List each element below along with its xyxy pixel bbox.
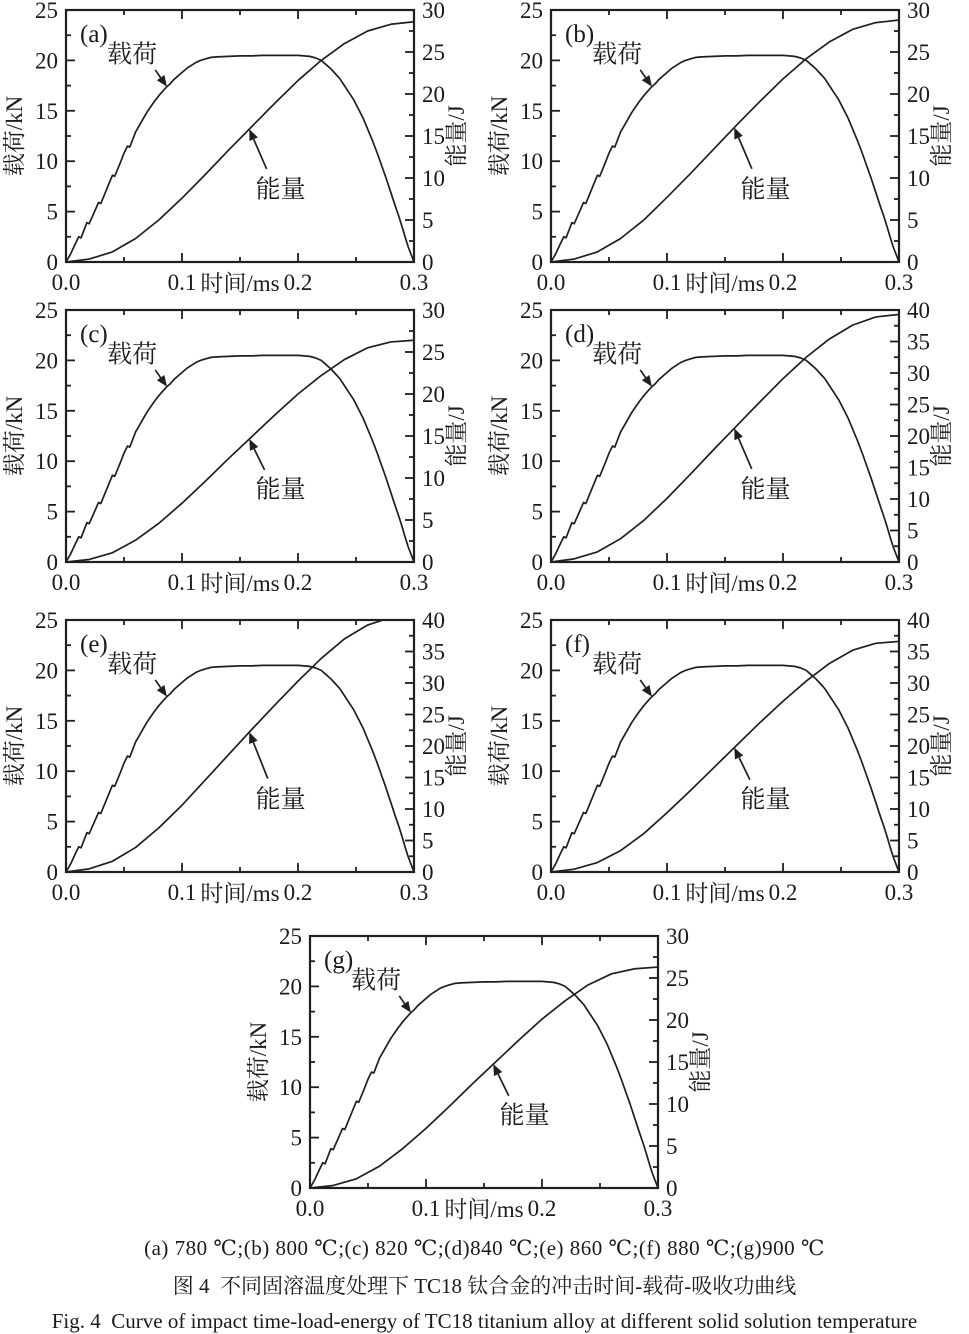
x-axis-title: 时间/ms (444, 1197, 524, 1222)
right-tick-label: 10 (422, 166, 445, 191)
x-tick-label: 0.0 (295, 1196, 325, 1221)
energy-series-label: 能量 (255, 176, 306, 204)
load-curve (66, 355, 414, 562)
load-arrow-line (399, 996, 404, 1004)
left-tick-label: 15 (520, 98, 543, 124)
right-tick-label: 15 (907, 455, 930, 481)
right-tick-label: 35 (422, 639, 445, 665)
left-axis-title: 载荷/kN (487, 395, 512, 477)
right-tick-label: 35 (907, 329, 930, 355)
energy-arrow-head (249, 732, 258, 744)
x-tick-label: 0.2 (768, 570, 798, 595)
right-tick-label: 30 (422, 671, 445, 696)
annotations (592, 340, 790, 503)
right-tick-label: 5 (666, 1134, 678, 1159)
right-tick-label: 0 (666, 1176, 678, 1201)
panel-label: (c) (80, 321, 108, 348)
x-tick-label: 0.3 (884, 880, 914, 905)
left-tick-label: 0 (46, 250, 58, 275)
left-axis-title: 载荷/kN (487, 705, 512, 787)
left-tick-label: 5 (46, 499, 58, 525)
left-tick-label: 20 (279, 974, 302, 1000)
left-tick-label: 20 (35, 658, 58, 684)
left-tick-label: 10 (279, 1075, 302, 1101)
x-axis-title: 时间/ms (200, 271, 280, 296)
left-tick-label: 10 (520, 759, 543, 785)
x-tick-label: 0.0 (536, 270, 566, 295)
right-tick-label: 10 (422, 466, 445, 491)
right-tick-label: 0 (907, 250, 919, 275)
energy-arrow-line (739, 138, 752, 169)
left-tick-label: 10 (520, 449, 543, 475)
load-arrow-line (155, 680, 160, 688)
right-axis-title: 能量/J (929, 715, 954, 777)
energy-series-label: 能量 (255, 476, 306, 504)
left-tick-label: 5 (531, 199, 543, 225)
right-tick-label: 10 (907, 797, 930, 822)
x-tick-label: 0.0 (51, 880, 81, 905)
right-tick-label: 40 (907, 608, 930, 633)
left-tick-label: 25 (35, 300, 58, 323)
caption-title-english: Fig. 4 Curve of impact time-load-energy of TC18 titanium alloy at different solid solution temperature (51, 1309, 918, 1333)
left-tick-label: 0 (46, 550, 58, 575)
right-axis-title: 能量/J (688, 1031, 713, 1093)
energy-series-label: 能量 (255, 786, 306, 814)
energy-series-label: 能量 (740, 476, 791, 504)
right-axis-title: 能量/J (444, 105, 469, 167)
left-tick-label: 20 (35, 348, 58, 374)
x-tick-label: 0.2 (768, 270, 798, 295)
right-tick-label: 25 (907, 392, 930, 418)
left-axis-title: 载荷/kN (2, 705, 27, 787)
right-tick-label: 40 (907, 300, 930, 323)
left-tick-label: 20 (35, 48, 58, 74)
left-tick-label: 25 (520, 608, 543, 633)
left-tick-label: 20 (520, 348, 543, 374)
energy-arrow-head (734, 128, 743, 140)
right-tick-label: 25 (422, 40, 445, 65)
x-tick-label: 0.1 (652, 270, 682, 295)
energy-series-label: 能量 (740, 176, 791, 204)
left-tick-label: 10 (520, 149, 543, 175)
x-tick-label: 0.3 (399, 570, 429, 595)
left-tick-label: 10 (35, 759, 58, 785)
energy-arrow-line (253, 742, 267, 778)
left-tick-label: 10 (35, 449, 58, 475)
right-tick-label: 20 (422, 382, 445, 407)
load-arrow-line (640, 680, 645, 688)
right-tick-label: 35 (907, 639, 930, 665)
annotations (107, 650, 305, 813)
subplot-e-svg (0, 600, 484, 910)
left-tick-label: 25 (35, 0, 58, 23)
right-tick-label: 5 (422, 508, 434, 533)
annotations (107, 40, 305, 203)
load-series-label: 载荷 (592, 341, 643, 369)
subplot-d (485, 300, 969, 600)
x-axis-title: 时间/ms (685, 881, 765, 906)
x-tick-label: 0.1 (167, 880, 197, 905)
load-arrow-line (640, 370, 645, 378)
panel-label: (b) (565, 21, 595, 48)
right-tick-label: 20 (907, 82, 930, 107)
right-tick-label: 15 (907, 765, 930, 791)
right-tick-label: 5 (907, 518, 919, 544)
figure-captions (0, 1236, 969, 1334)
left-tick-label: 25 (520, 300, 543, 323)
right-tick-label: 10 (907, 487, 930, 512)
x-axis-title: 时间/ms (200, 881, 280, 906)
right-tick-label: 30 (422, 300, 445, 323)
right-axis-title: 能量/J (929, 405, 954, 467)
energy-series-label: 能量 (499, 1102, 550, 1130)
subplot-b (485, 0, 969, 300)
x-axis-title: 时间/ms (200, 571, 280, 596)
right-tick-label: 10 (907, 166, 930, 191)
left-tick-label: 0 (531, 250, 543, 275)
left-tick-label: 15 (35, 708, 58, 734)
load-series-label: 载荷 (107, 41, 158, 69)
left-tick-label: 20 (520, 658, 543, 684)
energy-arrow-line (254, 139, 267, 169)
subplot-c (0, 300, 484, 600)
x-tick-label: 0.2 (768, 880, 798, 905)
panel-label: (d) (565, 321, 595, 348)
right-tick-label: 30 (666, 924, 689, 949)
right-tick-label: 15 (422, 424, 445, 449)
left-tick-label: 5 (290, 1125, 302, 1151)
subplot-c-svg (0, 300, 484, 600)
right-tick-label: 25 (907, 40, 930, 65)
right-tick-label: 15 (666, 1050, 689, 1075)
right-tick-label: 20 (422, 734, 445, 759)
curves (66, 340, 414, 562)
left-tick-label: 15 (35, 398, 58, 424)
right-tick-label: 0 (907, 550, 919, 575)
left-tick-label: 20 (520, 48, 543, 74)
left-tick-label: 25 (35, 608, 58, 633)
right-axis-title: 能量/J (444, 715, 469, 777)
x-tick-label: 0.2 (527, 1196, 557, 1221)
subplot-b-svg (485, 0, 969, 300)
left-axis-title: 载荷/kN (246, 1021, 271, 1103)
annotations (107, 340, 305, 503)
subplot-a (0, 0, 484, 300)
load-arrow-head (157, 75, 167, 87)
right-tick-label: 10 (422, 797, 445, 822)
subplot-f (485, 600, 969, 910)
subplot-a-svg (0, 0, 484, 300)
load-arrow-head (401, 1001, 411, 1013)
right-axis-title: 能量/J (444, 405, 469, 467)
left-tick-label: 15 (520, 708, 543, 734)
right-tick-label: 5 (422, 828, 434, 854)
right-tick-label: 15 (907, 124, 930, 149)
load-arrow-head (642, 685, 652, 697)
panel-label: (a) (80, 21, 108, 48)
load-curve (66, 665, 414, 872)
right-tick-label: 30 (907, 671, 930, 696)
right-tick-label: 0 (422, 550, 434, 575)
right-tick-label: 0 (907, 860, 919, 885)
right-tick-label: 20 (907, 424, 930, 449)
x-tick-label: 0.0 (51, 570, 81, 595)
right-tick-label: 30 (907, 0, 930, 23)
x-tick-label: 0.3 (643, 1196, 673, 1221)
right-tick-label: 5 (907, 208, 919, 233)
right-tick-label: 15 (422, 124, 445, 149)
curves (310, 967, 658, 1188)
x-tick-label: 0.2 (283, 270, 313, 295)
energy-curve (310, 967, 658, 1188)
load-arrow-line (640, 70, 645, 78)
right-tick-label: 0 (422, 860, 434, 885)
left-tick-label: 0 (46, 860, 58, 885)
subplot-g-svg (244, 908, 728, 1226)
x-tick-label: 0.3 (884, 270, 914, 295)
energy-curve (66, 340, 414, 562)
left-tick-label: 15 (520, 398, 543, 424)
energy-arrow-line (739, 758, 750, 780)
x-tick-label: 0.1 (167, 570, 197, 595)
right-tick-label: 20 (422, 82, 445, 107)
right-tick-label: 20 (666, 1008, 689, 1033)
load-arrow-head (157, 685, 167, 697)
load-series-label: 载荷 (107, 341, 158, 369)
load-curve (310, 981, 658, 1188)
energy-series-label: 能量 (740, 786, 791, 814)
left-tick-label: 0 (290, 1176, 302, 1201)
left-axis-title: 载荷/kN (487, 95, 512, 177)
x-tick-label: 0.3 (399, 880, 429, 905)
x-tick-label: 0.1 (652, 880, 682, 905)
left-tick-label: 0 (531, 860, 543, 885)
right-tick-label: 30 (907, 361, 930, 386)
left-tick-label: 5 (531, 499, 543, 525)
right-tick-label: 10 (666, 1092, 689, 1117)
x-tick-label: 0.0 (51, 270, 81, 295)
x-axis-title: 时间/ms (685, 271, 765, 296)
energy-arrow-line (254, 449, 264, 470)
subplot-e (0, 600, 484, 910)
load-series-label: 载荷 (592, 41, 643, 69)
load-arrow-head (642, 75, 652, 87)
subplot-d-svg (485, 300, 969, 600)
left-axis-title: 载荷/kN (2, 95, 27, 177)
load-curve (551, 665, 899, 872)
x-tick-label: 0.3 (399, 270, 429, 295)
subplot-f-svg (485, 600, 969, 910)
load-arrow-head (157, 375, 167, 387)
right-tick-label: 25 (666, 966, 689, 991)
left-axis-title: 载荷/kN (2, 395, 27, 477)
x-tick-label: 0.1 (411, 1196, 441, 1221)
right-tick-label: 5 (907, 828, 919, 854)
left-tick-label: 15 (279, 1024, 302, 1050)
panel-label: (g) (324, 947, 354, 974)
left-tick-label: 25 (520, 0, 543, 23)
left-tick-label: 15 (35, 98, 58, 124)
left-tick-label: 25 (279, 924, 302, 949)
left-tick-label: 0 (531, 550, 543, 575)
subplot-g (244, 908, 728, 1226)
right-tick-label: 0 (422, 250, 434, 275)
caption-panel-temperatures: (a) 780 ℃;(b) 800 ℃;(c) 820 ℃;(d)840 ℃;(e) 860 ℃;(f) 880 ℃;(g)900 ℃ (144, 1236, 825, 1260)
left-tick-label: 5 (531, 809, 543, 835)
right-tick-label: 25 (422, 702, 445, 728)
annotations (592, 40, 790, 203)
x-tick-label: 0.0 (536, 880, 566, 905)
panel-label: (f) (565, 631, 590, 658)
right-tick-label: 25 (907, 702, 930, 728)
right-tick-label: 25 (422, 340, 445, 365)
load-arrow-line (155, 370, 160, 378)
energy-arrow-line (498, 1074, 509, 1096)
right-axis-title: 能量/J (929, 105, 954, 167)
left-tick-label: 5 (46, 199, 58, 225)
load-series-label: 载荷 (107, 651, 158, 679)
right-tick-label: 40 (422, 608, 445, 633)
load-curve (551, 55, 899, 262)
x-tick-label: 0.0 (536, 570, 566, 595)
load-series-label: 载荷 (592, 651, 643, 679)
x-tick-label: 0.2 (283, 570, 313, 595)
x-axis-title: 时间/ms (685, 571, 765, 596)
caption-title-chinese: 图 4 不同固溶温度处理下 TC18 钛合金的冲击时间-载荷-吸收功曲线 (172, 1274, 797, 1298)
left-tick-label: 5 (46, 809, 58, 835)
x-tick-label: 0.1 (167, 270, 197, 295)
panel-label: (e) (80, 631, 108, 658)
x-tick-label: 0.1 (652, 570, 682, 595)
load-series-label: 载荷 (351, 967, 402, 995)
right-tick-label: 20 (907, 734, 930, 759)
right-tick-label: 15 (422, 765, 445, 791)
load-curve (66, 55, 414, 262)
load-curve (551, 355, 899, 562)
right-tick-label: 5 (422, 208, 434, 233)
x-tick-label: 0.2 (283, 880, 313, 905)
x-tick-label: 0.3 (884, 570, 914, 595)
load-arrow-line (155, 70, 160, 78)
load-arrow-head (642, 375, 652, 387)
left-tick-label: 10 (35, 149, 58, 175)
right-tick-label: 30 (422, 0, 445, 23)
energy-arrow-line (739, 438, 752, 468)
